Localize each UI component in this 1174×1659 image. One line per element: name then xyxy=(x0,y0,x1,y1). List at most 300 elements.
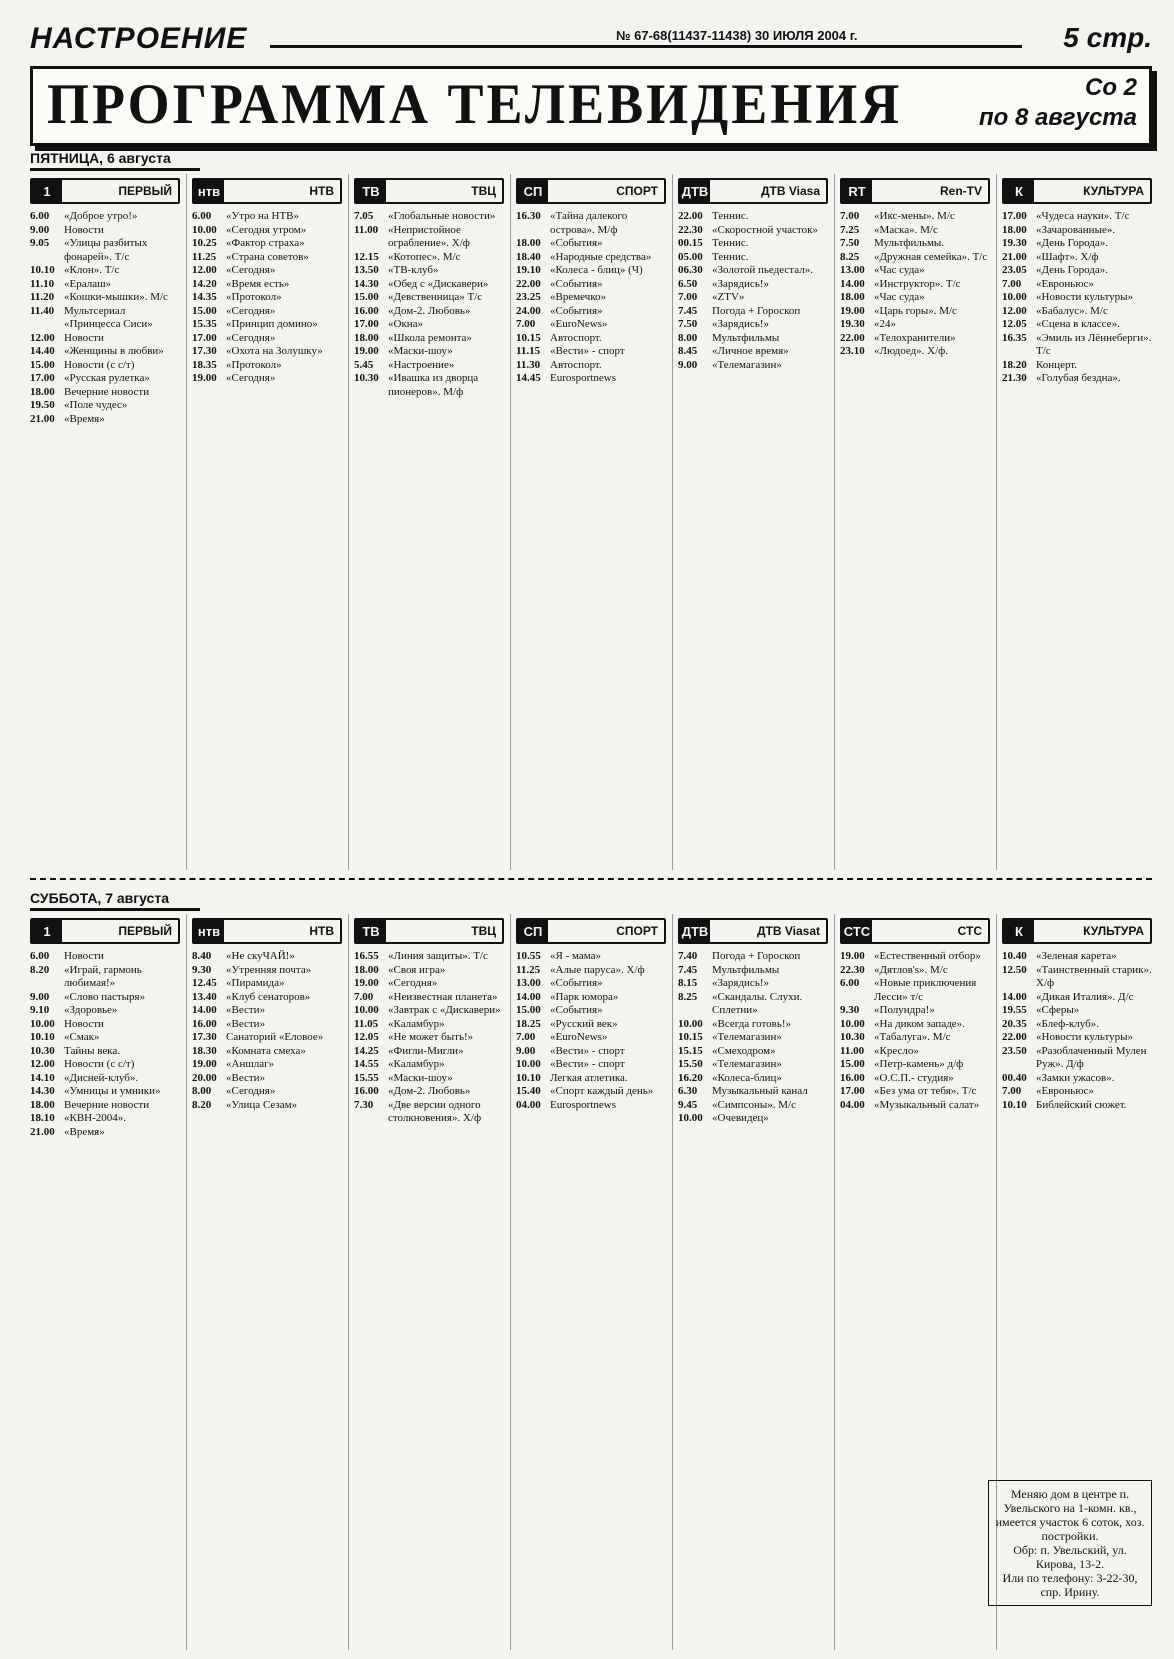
entry-time: 8.25 xyxy=(840,250,860,263)
schedule-entry xyxy=(678,1045,828,1059)
schedule-entry xyxy=(30,1126,180,1140)
entry-time: 7.45 xyxy=(678,304,698,317)
entry-show: «Естественный отбор» xyxy=(874,950,981,962)
entry-time: 05.00 xyxy=(678,250,703,263)
entry-time: 18.00 xyxy=(516,237,541,249)
entry-time: 11.25 xyxy=(192,250,217,263)
schedule-entry xyxy=(192,1004,342,1018)
schedule-entry xyxy=(678,977,828,991)
channel-column xyxy=(996,174,1152,870)
entry-show: Вечерние новости xyxy=(64,385,150,398)
entry-show: «Время есть» xyxy=(226,277,290,290)
entry-show: «Время» xyxy=(64,412,105,425)
channel-logo: RT xyxy=(842,180,872,202)
entry-show: «Новые приключения Лесси» т/с xyxy=(874,977,977,1003)
entry-show: «Сегодня» xyxy=(388,977,438,989)
entry-time: 14.00 xyxy=(516,990,541,1003)
entry-show: «Завтрак с «Дискавери» xyxy=(388,1004,501,1016)
entry-time: 14.30 xyxy=(354,277,379,290)
entry-time: 11.00 xyxy=(354,223,379,236)
schedule-entry xyxy=(30,964,180,991)
entry-time: 18.00 xyxy=(30,385,55,398)
schedule-list xyxy=(516,950,666,1112)
entry-time: 17.30 xyxy=(192,345,217,357)
entry-show: Мультфильмы xyxy=(712,331,780,344)
entry-show: Погода + Гороскоп xyxy=(712,950,801,962)
entry-show: «Дружная семейка». Т/с xyxy=(874,250,988,263)
entry-time: 11.00 xyxy=(840,1044,865,1057)
entry-time: 16.00 xyxy=(840,1071,865,1084)
channel-name: ПЕРВЫЙ xyxy=(118,924,172,938)
entry-show: Автоспорт. xyxy=(550,358,602,371)
schedule-entry xyxy=(30,413,180,427)
schedule-entry xyxy=(678,1058,828,1072)
entry-time: 14.40 xyxy=(30,345,55,357)
entry-time: 23.25 xyxy=(516,291,541,303)
entry-show: «День Города». xyxy=(1036,264,1108,276)
entry-show: «24» xyxy=(874,318,896,330)
schedule-entry xyxy=(192,251,342,265)
entry-time: 19.30 xyxy=(840,318,865,330)
entry-show: «Маски-шоу» xyxy=(388,345,453,357)
schedule-entry xyxy=(678,291,828,305)
entry-show: «Пирамида» xyxy=(226,977,285,989)
entry-time: 9.00 xyxy=(678,358,698,371)
entry-show: Eurosportnews xyxy=(550,1098,616,1111)
entry-show: Санаторий «Еловое» xyxy=(226,1031,324,1043)
schedule-entry xyxy=(354,359,504,373)
schedule-entry xyxy=(192,318,342,332)
entry-time: 10.00 xyxy=(840,1017,865,1030)
date-range-start: Со 2 xyxy=(1084,74,1137,101)
ad-text: Меняю дом в центре п. Увельского на 1-комн. кв., имеется участок 6 соток, хоз. постройки. xyxy=(995,1487,1145,1543)
entry-show: «Спорт каждый день» xyxy=(550,1085,654,1097)
schedule-entry xyxy=(516,1031,666,1045)
schedule-entry xyxy=(30,278,180,292)
schedule-entry xyxy=(30,991,180,1005)
entry-show: «Играй, гармонь любимая!» xyxy=(64,963,142,989)
friday-heading: ПЯТНИЦА, 6 августа xyxy=(30,150,200,171)
schedule-entry xyxy=(30,1099,180,1113)
entry-time: 00.15 xyxy=(678,237,703,249)
schedule-entry xyxy=(840,345,990,359)
entry-time: 17.00 xyxy=(840,1085,865,1097)
entry-time: 10.30 xyxy=(30,1044,55,1057)
entry-time: 7.00 xyxy=(1002,277,1022,290)
channel-logo: К xyxy=(1004,920,1034,942)
schedule-entry xyxy=(1002,1018,1152,1032)
schedule-list xyxy=(840,210,990,359)
entry-show: «Охота на Золушку» xyxy=(226,345,323,357)
entry-time: 18.10 xyxy=(30,1112,55,1124)
channel-column xyxy=(834,174,990,870)
entry-time: 22.00 xyxy=(678,210,703,222)
schedule-entry xyxy=(678,1018,828,1032)
entry-time: 04.00 xyxy=(516,1098,541,1111)
channel-header xyxy=(192,918,342,944)
entry-time: 12.45 xyxy=(192,977,217,989)
entry-show: «Разоблаченный Мулен Руж». Д/ф xyxy=(1036,1044,1147,1070)
schedule-entry xyxy=(840,1004,990,1018)
schedule-list xyxy=(192,950,342,1112)
entry-show: «Школа ремонта» xyxy=(388,331,472,344)
entry-show: «Новости культуры» xyxy=(1036,291,1134,303)
schedule-entry xyxy=(1002,1099,1152,1113)
entry-show: «Девственница» Т/с xyxy=(388,291,483,303)
schedule-entry xyxy=(516,1099,666,1113)
entry-time: 7.45 xyxy=(678,963,698,976)
saturday-section xyxy=(30,890,1152,1650)
schedule-entry xyxy=(30,264,180,278)
schedule-entry xyxy=(1002,305,1152,319)
schedule-entry xyxy=(516,305,666,319)
schedule-entry xyxy=(1002,1085,1152,1099)
entry-time: 10.10 xyxy=(30,1031,55,1043)
schedule-entry xyxy=(678,278,828,292)
entry-show: «Людоед». Х/ф. xyxy=(874,345,949,357)
entry-show: «Сегодня» xyxy=(226,264,276,276)
entry-time: 8.15 xyxy=(678,977,698,989)
schedule-entry xyxy=(678,950,828,964)
schedule-entry xyxy=(354,1045,504,1059)
entry-show: «Без ума от тебя». Т/с xyxy=(874,1085,977,1097)
entry-show: «Дом-2. Любовь» xyxy=(388,304,471,317)
entry-time: 11.10 xyxy=(30,277,55,290)
entry-show: «Улицы разбитых фонарей». Т/с xyxy=(64,237,148,263)
entry-time: 14.45 xyxy=(516,372,541,384)
schedule-entry xyxy=(840,318,990,332)
entry-show: «Евроньюс» xyxy=(1036,277,1094,290)
entry-show: «Замки ужасов». xyxy=(1036,1071,1115,1084)
schedule-entry xyxy=(354,1018,504,1032)
entry-show: «Личное время» xyxy=(712,345,789,357)
entry-show: «Новости культуры» xyxy=(1036,1031,1134,1043)
entry-show: Новости (с с/т) xyxy=(64,358,135,371)
schedule-entry xyxy=(30,1031,180,1045)
schedule-entry xyxy=(1002,210,1152,224)
schedule-entry xyxy=(354,991,504,1005)
channel-header xyxy=(192,178,342,204)
schedule-entry xyxy=(192,1018,342,1032)
entry-show: «Икс-мены». М/с xyxy=(874,210,955,222)
entry-time: 7.25 xyxy=(840,223,860,236)
schedule-entry xyxy=(516,977,666,991)
entry-show: Теннис. xyxy=(712,237,749,249)
entry-time: 6.30 xyxy=(678,1085,698,1097)
schedule-entry xyxy=(840,1085,990,1099)
entry-time: 12.05 xyxy=(354,1031,379,1043)
entry-time: 12.00 xyxy=(30,1058,55,1070)
main-title: ПРОГРАММА ТЕЛЕВИДЕНИЯ xyxy=(47,72,903,136)
entry-time: 10.10 xyxy=(1002,1098,1027,1111)
schedule-list xyxy=(516,210,666,386)
entry-show: «Шафт». Х/ф xyxy=(1036,250,1099,263)
entry-time: 19.00 xyxy=(192,1058,217,1070)
entry-time: 19.30 xyxy=(1002,237,1027,249)
entry-show: «Русская рулетка» xyxy=(64,372,150,384)
friday-section xyxy=(30,150,1152,870)
entry-show: «Чудеса науки». Т/с xyxy=(1036,210,1130,222)
schedule-entry xyxy=(30,1085,180,1099)
entry-show: «Своя игра» xyxy=(388,963,446,976)
entry-show: «Поле чудес» xyxy=(64,399,128,411)
entry-time: 10.00 xyxy=(354,1004,379,1016)
schedule-entry xyxy=(354,345,504,359)
entry-show: «Сегодня» xyxy=(226,304,276,317)
schedule-entry xyxy=(1002,251,1152,265)
schedule-entry xyxy=(840,278,990,292)
schedule-entry xyxy=(678,210,828,224)
entry-show: Новости xyxy=(64,950,104,962)
entry-show: «ТВ-клуб» xyxy=(388,264,439,276)
entry-time: 17.00 xyxy=(1002,210,1027,222)
channel-column xyxy=(672,174,828,870)
entry-show: Новости (с с/т) xyxy=(64,1058,135,1070)
entry-time: 8.45 xyxy=(678,345,698,357)
schedule-entry xyxy=(1002,318,1152,332)
entry-show: «Зарядись!» xyxy=(712,977,769,989)
entry-time: 14.25 xyxy=(354,1044,379,1057)
entry-show: «Окна» xyxy=(388,318,424,330)
entry-show: «Протокол» xyxy=(226,358,282,371)
entry-show: «Тайна далекого острова». М/ф xyxy=(550,210,628,236)
schedule-entry xyxy=(678,1085,828,1099)
schedule-entry xyxy=(30,950,180,964)
entry-time: 14.30 xyxy=(30,1085,55,1097)
entry-show: «Музыкальный салат» xyxy=(874,1098,980,1111)
channel-header xyxy=(516,918,666,944)
entry-time: 16.00 xyxy=(354,304,379,317)
entry-show: Теннис. xyxy=(712,210,749,222)
entry-show: «День Города». xyxy=(1036,237,1108,249)
entry-show: «Вести» - спорт xyxy=(550,1058,625,1070)
entry-time: 12.00 xyxy=(30,331,55,344)
schedule-entry xyxy=(1002,278,1152,292)
schedule-entry xyxy=(30,386,180,400)
entry-time: 8.25 xyxy=(678,990,698,1003)
entry-show: «Вести» xyxy=(226,1071,266,1084)
entry-show: «Обед с «Дискавери» xyxy=(388,277,489,290)
schedule-entry xyxy=(1002,237,1152,251)
schedule-entry xyxy=(1002,1004,1152,1018)
entry-show: «Зеленая карета» xyxy=(1036,950,1117,962)
entry-show: «Утренняя почта» xyxy=(226,963,312,976)
entry-show: «На диком западе». xyxy=(874,1017,965,1030)
schedule-entry xyxy=(1002,1072,1152,1086)
entry-show: «Принцип домино» xyxy=(226,318,318,330)
entry-time: 19.00 xyxy=(354,977,379,989)
schedule-entry xyxy=(30,291,180,305)
schedule-list xyxy=(840,950,990,1112)
schedule-entry xyxy=(678,1072,828,1086)
friday-columns xyxy=(30,174,1152,870)
entry-show: «Бабалус». М/с xyxy=(1036,304,1108,317)
entry-time: 9.30 xyxy=(840,1004,860,1016)
channel-logo: ДТВ xyxy=(680,920,710,942)
schedule-entry xyxy=(678,332,828,346)
entry-time: 14.00 xyxy=(192,1004,217,1016)
entry-show: «Аншлаг» xyxy=(226,1058,275,1070)
entry-show: «Блеф-клуб». xyxy=(1036,1017,1100,1030)
entry-show: Автоспорт. xyxy=(550,331,602,344)
entry-show: «Умницы и умники» xyxy=(64,1085,161,1097)
schedule-entry xyxy=(840,210,990,224)
entry-time: 10.00 xyxy=(1002,291,1027,303)
schedule-entry xyxy=(354,291,504,305)
entry-time: 17.30 xyxy=(192,1031,217,1043)
entry-time: 7.05 xyxy=(354,210,374,222)
schedule-entry xyxy=(678,224,828,238)
entry-time: 7.00 xyxy=(1002,1085,1022,1097)
channel-header xyxy=(1002,918,1152,944)
channel-logo: СП xyxy=(518,180,548,202)
entry-time: 21.00 xyxy=(30,412,55,425)
entry-time: 10.30 xyxy=(354,372,379,384)
entry-show: «Народные средства» xyxy=(550,250,652,263)
schedule-entry xyxy=(516,210,666,237)
entry-show: «Час суда» xyxy=(874,291,925,303)
schedule-entry xyxy=(516,291,666,305)
entry-time: 7.50 xyxy=(678,318,698,330)
entry-time: 10.00 xyxy=(678,1112,703,1124)
entry-show: «Клон». Т/с xyxy=(64,264,120,276)
schedule-entry xyxy=(354,251,504,265)
schedule-entry xyxy=(192,1085,342,1099)
entry-show: Мультфильмы. xyxy=(874,237,945,249)
entry-time: 13.50 xyxy=(354,264,379,276)
schedule-entry xyxy=(192,278,342,292)
entry-time: 22.00 xyxy=(516,277,541,290)
entry-time: 6.00 xyxy=(30,210,50,222)
entry-show: «Колеса-блиц» xyxy=(712,1071,782,1084)
entry-show: «События» xyxy=(550,277,603,290)
entry-show: «Вести» xyxy=(226,1017,266,1030)
schedule-entry xyxy=(678,305,828,319)
entry-show: Погода + Гороскоп xyxy=(712,304,801,317)
entry-show: «Вести» - спорт xyxy=(550,345,625,357)
ad-contact: Обр: п. Увельский, ул. Кирова, 13-2. xyxy=(1013,1543,1127,1571)
entry-show: «Симпсоны». М/с xyxy=(712,1098,796,1111)
entry-show: «Утро на НТВ» xyxy=(226,210,299,222)
entry-time: 00.40 xyxy=(1002,1071,1027,1084)
ad-phone: Или по телефону: 3-22-30, спр. Ирину. xyxy=(1002,1571,1138,1599)
entry-time: 19.00 xyxy=(840,304,865,317)
schedule-entry xyxy=(516,359,666,373)
schedule-entry xyxy=(192,1072,342,1086)
entry-show: «Времечко» xyxy=(550,291,607,303)
entry-time: 10.10 xyxy=(30,264,55,276)
channel-logo: нтв xyxy=(194,180,224,202)
entry-show: «Доброе утро!» xyxy=(64,210,138,222)
schedule-entry xyxy=(30,399,180,413)
entry-time: 15.00 xyxy=(192,304,217,317)
entry-time: 7.00 xyxy=(354,990,374,1003)
entry-time: 16.00 xyxy=(192,1017,217,1030)
entry-show: «Ивашка из дворца пионеров». М/ф xyxy=(388,372,479,398)
entry-show: «Царь горы». М/с xyxy=(874,304,957,317)
entry-show: «Фактор страха» xyxy=(226,237,305,249)
channel-column xyxy=(186,914,342,1650)
entry-time: 14.55 xyxy=(354,1058,379,1070)
entry-show: «Каламбур» xyxy=(388,1058,445,1070)
schedule-entry xyxy=(840,1018,990,1032)
schedule-entry xyxy=(354,1085,504,1099)
schedule-entry xyxy=(678,359,828,373)
channel-name: ТВЦ xyxy=(471,184,496,198)
entry-time: 18.00 xyxy=(840,291,865,303)
entry-time: 9.00 xyxy=(30,223,50,236)
entry-show: «Клуб сенаторов» xyxy=(226,990,311,1003)
page-number: 5 стр. xyxy=(1063,22,1152,53)
channel-logo: ДТВ xyxy=(680,180,710,202)
entry-show: «События» xyxy=(550,977,603,989)
schedule-entry xyxy=(354,372,504,399)
channel-header xyxy=(678,178,828,204)
channel-name: ДТВ Viasat xyxy=(756,924,820,938)
channel-column xyxy=(348,174,504,870)
entry-show: «Телемагазин» xyxy=(712,1031,782,1043)
entry-time: 9.30 xyxy=(192,963,212,976)
channel-header xyxy=(678,918,828,944)
entry-show: «Скандалы. Слухи. Сплетни» xyxy=(712,990,803,1016)
entry-show: «Русский век» xyxy=(550,1017,618,1030)
entry-time: 7.00 xyxy=(840,210,860,222)
schedule-entry xyxy=(516,1018,666,1032)
entry-show: «Две версии одного столкновения». Х/ф xyxy=(388,1098,482,1124)
entry-time: 13.40 xyxy=(192,990,217,1003)
channel-name: КУЛЬТУРА xyxy=(1083,924,1144,938)
entry-time: 21.00 xyxy=(1002,250,1027,263)
entry-show: «Эмиль из Лённеберги». Т/с xyxy=(1036,331,1152,357)
schedule-entry xyxy=(1002,950,1152,964)
schedule-entry xyxy=(678,264,828,278)
entry-time: 10.55 xyxy=(516,950,541,962)
schedule-entry xyxy=(354,1058,504,1072)
schedule-entry xyxy=(516,1085,666,1099)
entry-time: 18.00 xyxy=(1002,223,1027,236)
schedule-entry xyxy=(354,318,504,332)
channel-name: ПЕРВЫЙ xyxy=(118,184,172,198)
entry-show: «Евроньюс» xyxy=(1036,1085,1094,1097)
entry-show: «Всегда готовь!» xyxy=(712,1017,792,1030)
classified-ad xyxy=(988,1480,1152,1606)
channel-column xyxy=(510,914,666,1650)
entry-show: «Парк юмора» xyxy=(550,990,619,1003)
entry-time: 19.10 xyxy=(516,264,541,276)
schedule-entry xyxy=(192,372,342,386)
entry-time: 18.30 xyxy=(192,1044,217,1057)
entry-show: «Вести» - спорт xyxy=(550,1044,625,1057)
header-rule xyxy=(270,45,1022,48)
schedule-entry xyxy=(192,1045,342,1059)
entry-show: «Непристойное ограбление». Х/ф xyxy=(388,223,470,249)
schedule-entry xyxy=(30,210,180,224)
entry-time: 15.00 xyxy=(516,1004,541,1016)
entry-time: 9.05 xyxy=(30,237,50,249)
entry-time: 17.00 xyxy=(354,318,379,330)
entry-show: «Комната смеха» xyxy=(226,1044,306,1057)
entry-show: Теннис. xyxy=(712,250,749,263)
entry-time: 10.00 xyxy=(30,1017,55,1030)
entry-time: 12.50 xyxy=(1002,963,1027,976)
entry-show: «Протокол» xyxy=(226,291,282,303)
schedule-entry xyxy=(354,278,504,292)
schedule-entry xyxy=(840,237,990,251)
channel-header xyxy=(516,178,666,204)
schedule-entry xyxy=(840,1058,990,1072)
entry-time: 20.00 xyxy=(192,1071,217,1084)
entry-time: 24.00 xyxy=(516,304,541,317)
